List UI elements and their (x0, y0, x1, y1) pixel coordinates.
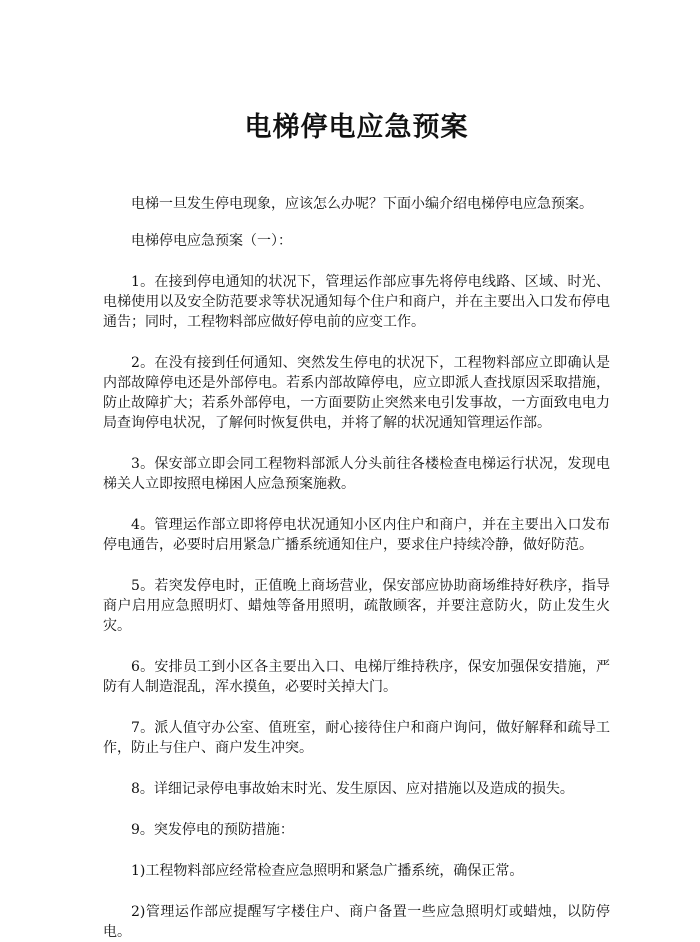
paragraph-9: 9。突发停电的预防措施： (131, 822, 294, 838)
paragraph-4: 4。管理运作部立即将停电状况通知小区内住户和商户，并在主要出入口发布停电通告，必要时启用紧急广播系统通知住户，要求住户持续冷静，做好防范。 (103, 517, 610, 553)
intro-paragraph: 电梯一旦发生停电现象，应该怎么办呢？下面小编介绍电梯停电应急预案。 (131, 196, 593, 212)
paragraph-7: 7。派人值守办公室、值班室，耐心接待住户和商户询问，做好解释和疏导工作，防止与住户、商户发生冲突。 (103, 720, 610, 756)
section-heading: 电梯停电应急预案（一）： (131, 233, 292, 249)
paragraph-8: 8。详细记录停电事故始末时光、发生原因、应对措施以及造成的损失。 (131, 781, 574, 797)
paragraph-5: 5。若突发停电时，正值晚上商场营业，保安部应协助商场维持好秩序，指导商户启用应急照明灯、蜡烛等备用照明，疏散顾客，并要注意防火，防止发生火灾。 (103, 578, 610, 634)
paragraph-2: 2。在没有接到任何通知、突然发生停电的状况下，工程物料部应立即确认是内部故障停电还是外部停电。若系内部故障停电，应立即派人查找原因采取措施，防止故障扩大；若系外部停电，一方面要防止突然来电引发事故，一方面致电电力局查询停电状况，了解何时恢复供电，并将了解的状况通知管理运作部。 (103, 355, 610, 431)
paragraph-9-1: 1)工程物料部应经常检查应急照明和紧急广播系统，确保正常。 (131, 863, 524, 879)
paragraph-6: 6。安排员工到小区各主要出入口、电梯厅维持秩序，保安加强保安措施，严防有人制造混乱，浑水摸鱼，必要时关掉大门。 (103, 659, 610, 695)
paragraph-9-2: 2)管理运作部应提醒写字楼住户、商户备置一些应急照明灯或蜡烛，以防停电。 (103, 904, 610, 940)
document-body (103, 194, 610, 942)
paragraph-1: 1。在接到停电通知的状况下，管理运作部应事先将停电线路、区域、时光、电梯使用以及安全防范要求等状况通知每个住户和商户，并在主要出入口发布停电通告；同时，工程物料部应做好停电前的应变工作。 (103, 274, 610, 330)
document-title: 电梯停电应急预案 (244, 112, 469, 143)
paragraph-3: 3。保安部立即会同工程物料部派人分头前往各楼检查电梯运行状况，发现电梯关人立即按照电梯困人应急预案施救。 (103, 456, 610, 492)
